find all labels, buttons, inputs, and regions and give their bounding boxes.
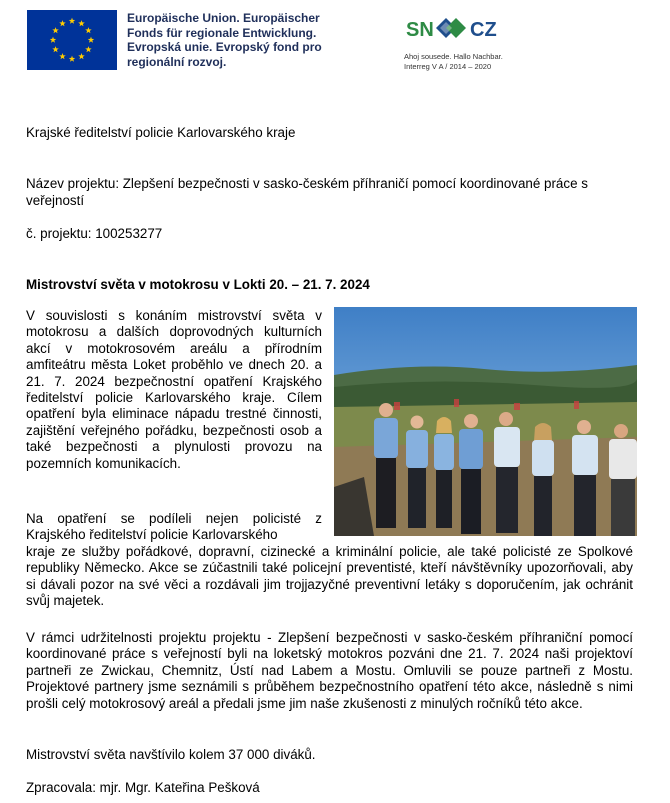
- paragraph-partners: V rámci udržitelnosti projektu projektu - Zlepšení bezpečnosti v sasko-českém příhraniční pomocí koordinované práce s veřejností byli na loketský motokros pozváni dne 21. 7. 2024 naši projektoví partneři ze Zwickau, Chemnitz, Ústí nad Labem a Mostu. Omluvili se pouze partneři z Mostu. Projektové partnery jsme seznámili s průběhem bezpečnostního opatření této akce, následně s nimi prošli celý motokrosový areál a předali jsme jim naše zkušenosti z minulých ročníků této akce.: [26, 630, 633, 711]
- authority-name: Krajské ředitelství policie Karlovarského kraje: [26, 125, 296, 140]
- sncz-emblem-icon: [404, 8, 514, 52]
- eu-text-line: Europäische Union. Europäischer: [127, 11, 320, 25]
- logo-cz: CZ: [470, 19, 497, 41]
- eu-fund-text: [127, 11, 337, 69]
- paragraph-intro: V souvislosti s konáním mistrovství světa v motokrosu a dalších doprovodných kulturních akcí v motokrosovém areálu a přírodním amfiteátru města Loket proběhlo ve dnech 20. a 21. 7. 2024 bezpečnostní opatření Krajského ředitelství policie Karlovarského kraje. Cílem opatření byla eliminace nápadu trestné činnosti, zajištění veřejného pořádku, bezpečnosti osob a také bezpečnosti a plynulosti provozu na pozemních komunikacích.: [26, 308, 322, 471]
- project-name: Název projektu: Zlepšení bezpečnosti v sasko-českém příhraničí pomocí koordinované práce s veřejností: [26, 176, 588, 208]
- page-header: [0, 0, 670, 80]
- eu-text-line: Fonds für regionale Entwicklung.: [127, 25, 317, 40]
- sncz-tagline: [404, 52, 503, 72]
- eu-stars-icon: [27, 10, 117, 70]
- paragraph-participants-rest: kraje ze služby pořádkové, dopravní, cizinecké a kriminální policie, ale také policisté ze Spolkové republiky Německo. Akce se zúčastnili také policejní preventisté, kteří návštěvníky upozorňovali, aby si dávali pozor na své věci a rozdávali jim trojjazyčné preventivní letáky s doporučením, jak ochránit svůj majetek.: [26, 544, 633, 609]
- author-line: Zpracovala: mjr. Mgr. Kateřina Pešková: [26, 780, 260, 795]
- eu-flag-logo: [27, 10, 117, 70]
- eu-text-line: regionální rozvoj.: [127, 54, 227, 69]
- logo-sn: SN: [406, 19, 434, 41]
- visitor-count: Mistrovství světa navštívilo kolem 37 000 diváků.: [26, 747, 316, 762]
- interreg-sncz-logo: [404, 8, 514, 78]
- event-photo: [334, 307, 637, 536]
- police-group-photo: [334, 307, 637, 536]
- tagline-line-1: Ahoj sousede. Hallo Nachbar.: [404, 52, 503, 61]
- article-title: Mistrovství světa v motokrosu v Lokti 20. – 21. 7. 2024: [26, 277, 370, 292]
- project-number: č. projektu: 100253277: [26, 226, 163, 241]
- paragraph-participants-start: Na opatření se podíleli nejen policisté z Krajského ředitelství policie Karlovarského: [26, 511, 322, 543]
- eu-text-line: Evropská unie. Evropský fond pro: [127, 40, 322, 55]
- tagline-line-2: Interreg V A / 2014 – 2020: [404, 62, 492, 71]
